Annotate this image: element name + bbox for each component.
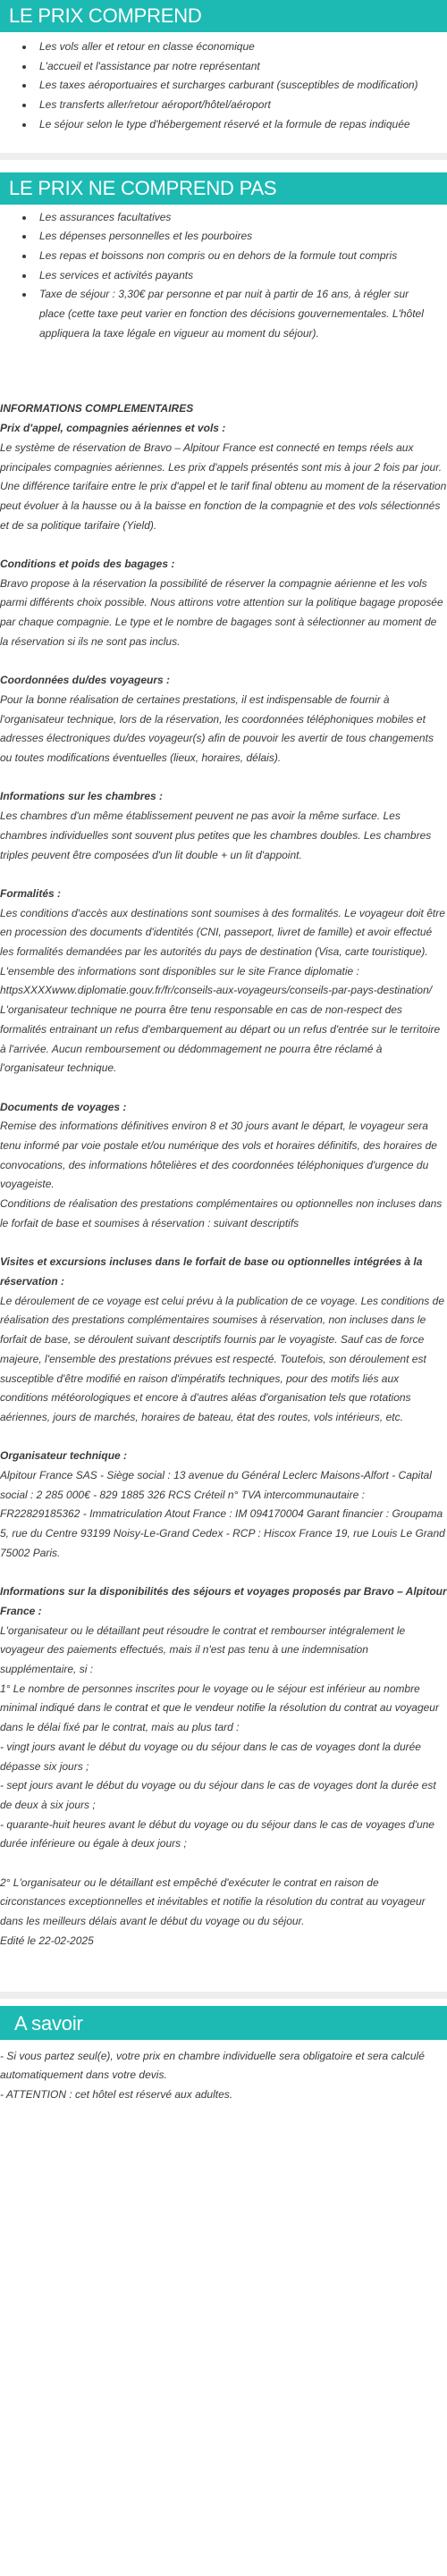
section-title-included: LE PRIX COMPREND: [0, 0, 447, 32]
info-block-text: Pour la bonne réalisation de certaines prestations, il est indispensable de fournir à l'organisateur technique, lors de la réservation, les coordonnées téléphoniques mobiles et adresses électroniques du/des voyageur(s) afin de pouvoir les avertir de tous changements ou toutes modifications éventuelles (lieux, horaires, délais).: [0, 692, 434, 765]
info-block-text: Edité le 22-02-2025: [0, 1934, 94, 1947]
info-block: [0, 671, 447, 768]
list-item-text: Taxe de séjour : 3,30€ par personne et par nuit à partir de 16 ans, à régler sur place (cette taxe peut varier en fonction des décisions gouvernementales. L'hôtel appliquera la taxe légale en vigueur au moment du séjour).: [39, 288, 424, 340]
info-block-text: L'organisateur ou le détaillant peut résoudre le contrat et rembourser intégralement le voyageur des paiements effectués, mais il n'est pas tenu à une indemnisation supplémentaire, si :: [0, 1624, 406, 1676]
info-block-text: Bravo propose à la réservation la possibilité de réserver la compagnie aérienne et les vols parmi différents choix possible. Nous attirons votre attention sur la politique bagage proposée par chaque compagnie. Le type et le nombre de bagages sont à sélectionner au moment de la réservation si ils ne sont pas inclus.: [0, 576, 443, 648]
included-section: [0, 32, 447, 135]
list-item: [39, 38, 434, 57]
info-block-text: 2° L'organisateur ou le détaillant est empêché d'exécuter le contrat en raison de circonstances exceptionnelles et inévitables et notifie la résolution du contrat au voyageur dans les meilleurs délais avant le début du voyage ou du séjour.: [0, 1875, 426, 1928]
info-block-text: Remise des informations définitives environ 8 et 30 jours avant le départ, le voyageur sera tenu informé par voie postale et/ou numérique des vols et horaires définitifs, des horaires de convocations, des informations hôtelières et des coordonnées téléphoniques d'urgence du voyageiste.: [0, 1120, 437, 1191]
bullet-icon: [22, 104, 26, 107]
list-item: [39, 266, 434, 286]
savoir-line: - Si vous partez seul(e), votre prix en chambre individuelle sera obligatoire et sera calculé automatiquement dans votre devis.: [0, 2049, 425, 2082]
list-item-text: Les assurances facultatives: [39, 210, 172, 223]
info-block-title: Documents de voyages :: [0, 1100, 127, 1113]
excluded-section: [0, 205, 447, 344]
info-block-title: Organisateur technique :: [0, 1449, 128, 1463]
divider-band: [0, 1992, 447, 1999]
info-block: [0, 419, 447, 535]
info-block-text: - sept jours avant le début du voyage ou du séjour dans le cas de voyages dont la durée est de deux à six jours ;: [0, 1779, 436, 1811]
savoir-section: [0, 2040, 447, 2105]
bullet-icon: [22, 123, 26, 127]
info-block-text: L'organisateur technique ne pourra être tenu responsable en cas de non-respect des formalités entrainant un refus d'embarquement au départ ou un refus d'entrée sur le territoire à l'arrivée. Aucun remboursement ou dédommagement ne pourra être réclamé à l'organisateur technique.: [0, 1003, 441, 1075]
list-item: [39, 96, 434, 115]
info-block-text: Les chambres d'un même établissement peuvent ne pas avoir la même surface. Les chambres individuelles sont souvent plus petites que les chambres doubles. Les chambres triples peuvent être composées d'un lit double + un lit d'appoint.: [0, 810, 432, 861]
list-item: [39, 285, 434, 343]
list-item: [39, 208, 434, 228]
info-block-text: Alpitour France SAS - Siège social : 13 avenue du Général Leclerc Maisons-Alfort - Capital social : 2 285 000€ - 829 1885 326 RCS Créteil n° TVA intercommunautaire : FR22829185362 - Immatriculation Atout France : IM 094170004 Garant financier : Groupama 5, rue du Centre 93199 Noisy-Le-Grand Cedex - RCP : Hiscox France 19, rue Louis Le Grand 75002 Paris.: [0, 1469, 445, 1559]
bullet-icon: [22, 46, 26, 49]
info-block-title: Formalités :: [0, 886, 62, 900]
list-item: [39, 115, 434, 135]
info-block-title: Informations sur les chambres :: [0, 790, 164, 803]
list-item-text: L'accueil et l'assistance par notre représentant: [39, 59, 260, 72]
info-block-title: Visites et excursions incluses dans le forfait de base ou optionnelles intégrées à la réservation :: [0, 1255, 423, 1288]
bullet-icon: [22, 293, 26, 297]
info-block-text: Le système de réservation de Bravo – Alpitour France est connecté en temps réels aux principales compagnies aériennes. Les prix d'appels présentés sont mis à jour 2 fois par jour. Une différence tarifaire entre le prix d'appel et le tarif final obtenu au moment de la réservation peut évoluer à la hausse ou à la baisse en fonction de la compagnie et des vols sélectionnés et de sa politique tarifaire (Yield).: [0, 441, 447, 532]
info-block-title: Coordonnées du/des voyageurs :: [0, 674, 171, 687]
savoir-line: - ATTENTION : cet hôtel est réservé aux adultes.: [0, 2087, 233, 2101]
info-block-text: 1° Le nombre de personnes inscrites pour le voyage ou le séjour est inférieur au nombre minimal indiqué dans le contrat et que le vendeur notifie la résolution du contrat au voyageur dans le délai fixé par le contrat, mais au plus tard :: [0, 1682, 439, 1734]
info-block: [0, 1582, 447, 1951]
list-item-text: Le séjour selon le type d'hébergement réservé et la formule de repas indiquée: [39, 117, 410, 130]
list-item: [39, 57, 434, 77]
info-block: [0, 1098, 447, 1234]
bullet-icon: [22, 274, 26, 278]
list-item-text: Les vols aller et retour en classe économique: [39, 40, 255, 53]
excluded-list: [0, 205, 447, 344]
info-block-text: Conditions de réalisation des prestations complémentaires ou optionnelles non incluses dans le forfait de base et soumises à réservation : suivant descriptifs: [0, 1197, 443, 1229]
list-item: [39, 247, 434, 266]
list-item-text: Les repas et boissons non compris ou en dehors de la formule tout compris: [39, 248, 398, 262]
bullet-icon: [22, 216, 26, 220]
info-block-title: Prix d'appel, compagnies aériennes et vols :: [0, 422, 226, 435]
info-block: [0, 787, 447, 865]
info-block-text: [0, 1854, 447, 1874]
list-item: [39, 227, 434, 247]
bullet-icon: [22, 84, 26, 88]
info-block: [0, 885, 447, 1078]
list-item-text: Les dépenses personnelles et les pourboires: [39, 230, 253, 243]
list-item-text: Les services et activités payants: [39, 268, 194, 281]
additional-info: [0, 399, 447, 1951]
info-block-title: Informations sur la disponibilités des séjours et voyages proposés par Bravo – Alpitour France :: [0, 1585, 447, 1617]
info-block-text: - vingt jours avant le début du voyage ou du séjour dans le cas de voyages dont la durée dépasse six jours ;: [0, 1740, 421, 1773]
list-item-text: Les taxes aéroportuaires et surcharges carburant (susceptibles de modification): [39, 79, 418, 92]
info-block-text: Le déroulement de ce voyage est celui prévu à la publication de ce voyage. Les conditions de réalisation des prestations complémentaires soumises à réservation, non incluses dans le forfait de base, se déroulent suivant descriptifs fournis par le voyagiste. Sauf cas de force majeure, l'ensemble des prestations prévues est respecté. Toutefois, son déroulement est susceptible d'être modifié en raison d'impératifs techniques, pour des motifs liés aux conditions météorologiques et encore à d'autres aléas d'organisation tels que rotations aériennes, jours de marchés, horaires de bateau, état des routes, vols intérieurs, etc.: [0, 1294, 444, 1423]
info-heading: INFORMATIONS COMPLEMENTAIRES: [0, 402, 194, 415]
section-title-savoir: A savoir: [0, 2006, 447, 2040]
bullet-icon: [22, 65, 26, 69]
list-item: [39, 76, 434, 96]
info-block-title: Conditions et poids des bagages :: [0, 558, 175, 571]
divider-band: [0, 153, 447, 160]
included-list: [0, 32, 447, 135]
info-block: [0, 555, 447, 652]
list-item-text: Les transferts aller/retour aéroport/hôtel/aéroport: [39, 98, 271, 112]
bullet-icon: [22, 255, 26, 258]
info-block-text: Les conditions d'accès aux destinations sont soumises à des formalités. Le voyageur doit être en procession des documents d'identités (CNI, passeport, livret de famille) et avoir effectué les formalités demandées par les autorités du pays de destination (Visa, carte touristique). L'ensemble des informations sont disponibles sur le site France diplomatie : httpsXXXXwww.diplomatie.gouv.fr/fr/conseils-aux-voyageurs/conseils-par-pays-destination/: [0, 906, 445, 997]
section-title-excluded: LE PRIX NE COMPREND PAS: [0, 172, 447, 205]
info-block: [0, 1253, 447, 1427]
info-block: [0, 1447, 447, 1563]
bullet-icon: [22, 235, 26, 239]
info-block-text: - quarante-huit heures avant le début du voyage ou du séjour dans le cas de voyages d'une durée inférieure ou égale à deux jours ;: [0, 1817, 434, 1850]
